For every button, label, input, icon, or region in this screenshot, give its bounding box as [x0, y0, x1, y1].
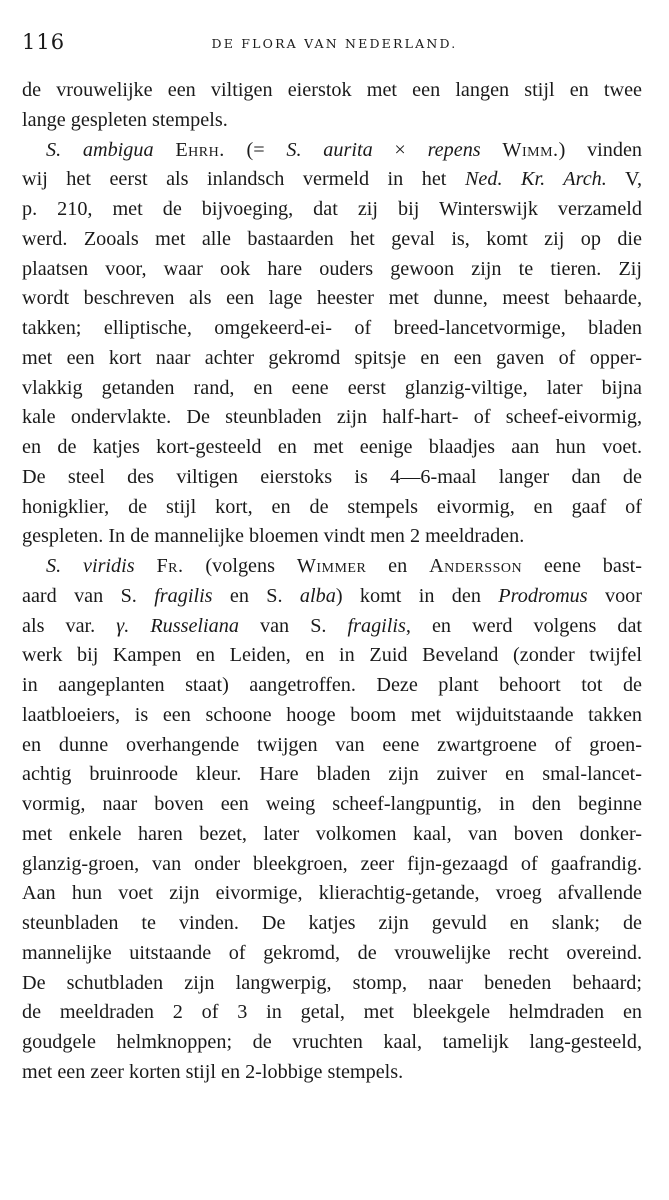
page-number: 116	[22, 30, 66, 54]
text-line: gespleten. In de mannelijke bloemen vindt men 2 meeldraden.	[22, 525, 525, 548]
body-text	[22, 76, 642, 1088]
text-line: S. viridis Fr. (volgens Wimmer en Andersson eene bast-	[46, 555, 643, 577]
text-line: vlakkig getanden rand, en eene eerst glanzig-viltige, later bijna	[22, 376, 642, 399]
text-line: Aan hun voet zijn eivormige, klierachtig-getande, vroeg afvallende	[22, 882, 642, 905]
text-line: werd. Zooals met alle bastaarden het geval is, komt zij op die	[22, 227, 642, 250]
text-line: mannelijke uitstaande of gekromd, de vrouwelijke recht overeind.	[22, 941, 642, 964]
text-line: en de katjes kort-gesteeld en met eenige blaadjes aan hun voet.	[22, 436, 642, 458]
text-line: steunbladen te vinden. De katjes zijn gevuld en slank; de	[22, 912, 642, 934]
text-line: achtig bruinroode kleur. Hare bladen zijn zuiver en smal-lancet-	[22, 763, 642, 786]
text-line: met een zeer korten stijl en 2-lobbige stempels.	[22, 1060, 404, 1083]
text-line: plaatsen voor, waar ook hare ouders gewoon zijn te tieren. Zij	[22, 257, 642, 280]
text-line: met enkele haren bezet, later volkomen kaal, van boven donker-	[22, 822, 642, 845]
text-line: met een kort naar achter gekromd spitsje en een gaven of opper-	[22, 346, 642, 369]
text-line: de meeldraden 2 of 3 in getal, met bleekgele helmdraden en	[22, 1001, 642, 1024]
text-line: in aangeplanten staat) aangetroffen. Deze plant behoort tot de	[22, 674, 642, 696]
text-line: laatbloeiers, is een schoone hooge boom met wijduitstaande takken	[22, 703, 642, 726]
text-line: werk bij Kampen en Leiden, en in Zuid Beveland (zonder twijfel	[22, 644, 642, 667]
text-line: en dunne overhangende twijgen van eene zwartgroene of groen-	[22, 733, 642, 756]
text-line: wordt beschreven als een lage heester met dunne, meest behaarde,	[22, 287, 642, 310]
text-line: lange gespleten stempels.	[22, 108, 228, 131]
text-line: goudgele helmknoppen; de vruchten kaal, tamelijk lang-gesteeld,	[22, 1031, 642, 1053]
text-line: als var. γ. Russeliana van S. fragilis, en werd volgens dat	[22, 614, 643, 637]
text-line: De steel des viltigen eierstoks is 4—6-maal langer dan de	[22, 465, 642, 488]
text-line: honigklier, de stijl kort, en de stempels eivormig, en gaaf of	[22, 495, 642, 518]
text-line: de vrouwelijke een viltigen eierstok met een langen stijl en twee	[22, 79, 642, 101]
text-line: p. 210, met de bijvoeging, dat zij bij Winterswijk verzameld	[22, 198, 642, 220]
running-title: DE FLORA VAN NEDERLAND.	[211, 36, 458, 51]
text-line: aard van S. fragilis en S. alba) komt in den Prodromus voor	[22, 584, 642, 607]
text-line: vormig, naar boven een weing scheef-langpuntig, in den beginne	[22, 793, 642, 815]
page-header	[22, 30, 647, 60]
text-line: takken; elliptische, omgekeerd-ei- of breed-lancetvormige, bladen	[22, 317, 642, 339]
text-line: wij het eerst als inlandsch vermeld in het Ned. Kr. Arch. V,	[22, 168, 642, 191]
text-line: kale ondervlakte. De steunbladen zijn half-hart- of scheef-eivormig,	[22, 406, 642, 429]
text-line: De schutbladen zijn langwerpig, stomp, naar beneden behaard;	[22, 971, 642, 994]
text-line: glanzig-groen, van onder bleekgroen, zeer fijn-gezaagd of gaafrandig.	[22, 852, 642, 875]
text-line: S. ambigua Ehrh. (= S. aurita × repens Wimm.) vinden	[46, 138, 643, 161]
